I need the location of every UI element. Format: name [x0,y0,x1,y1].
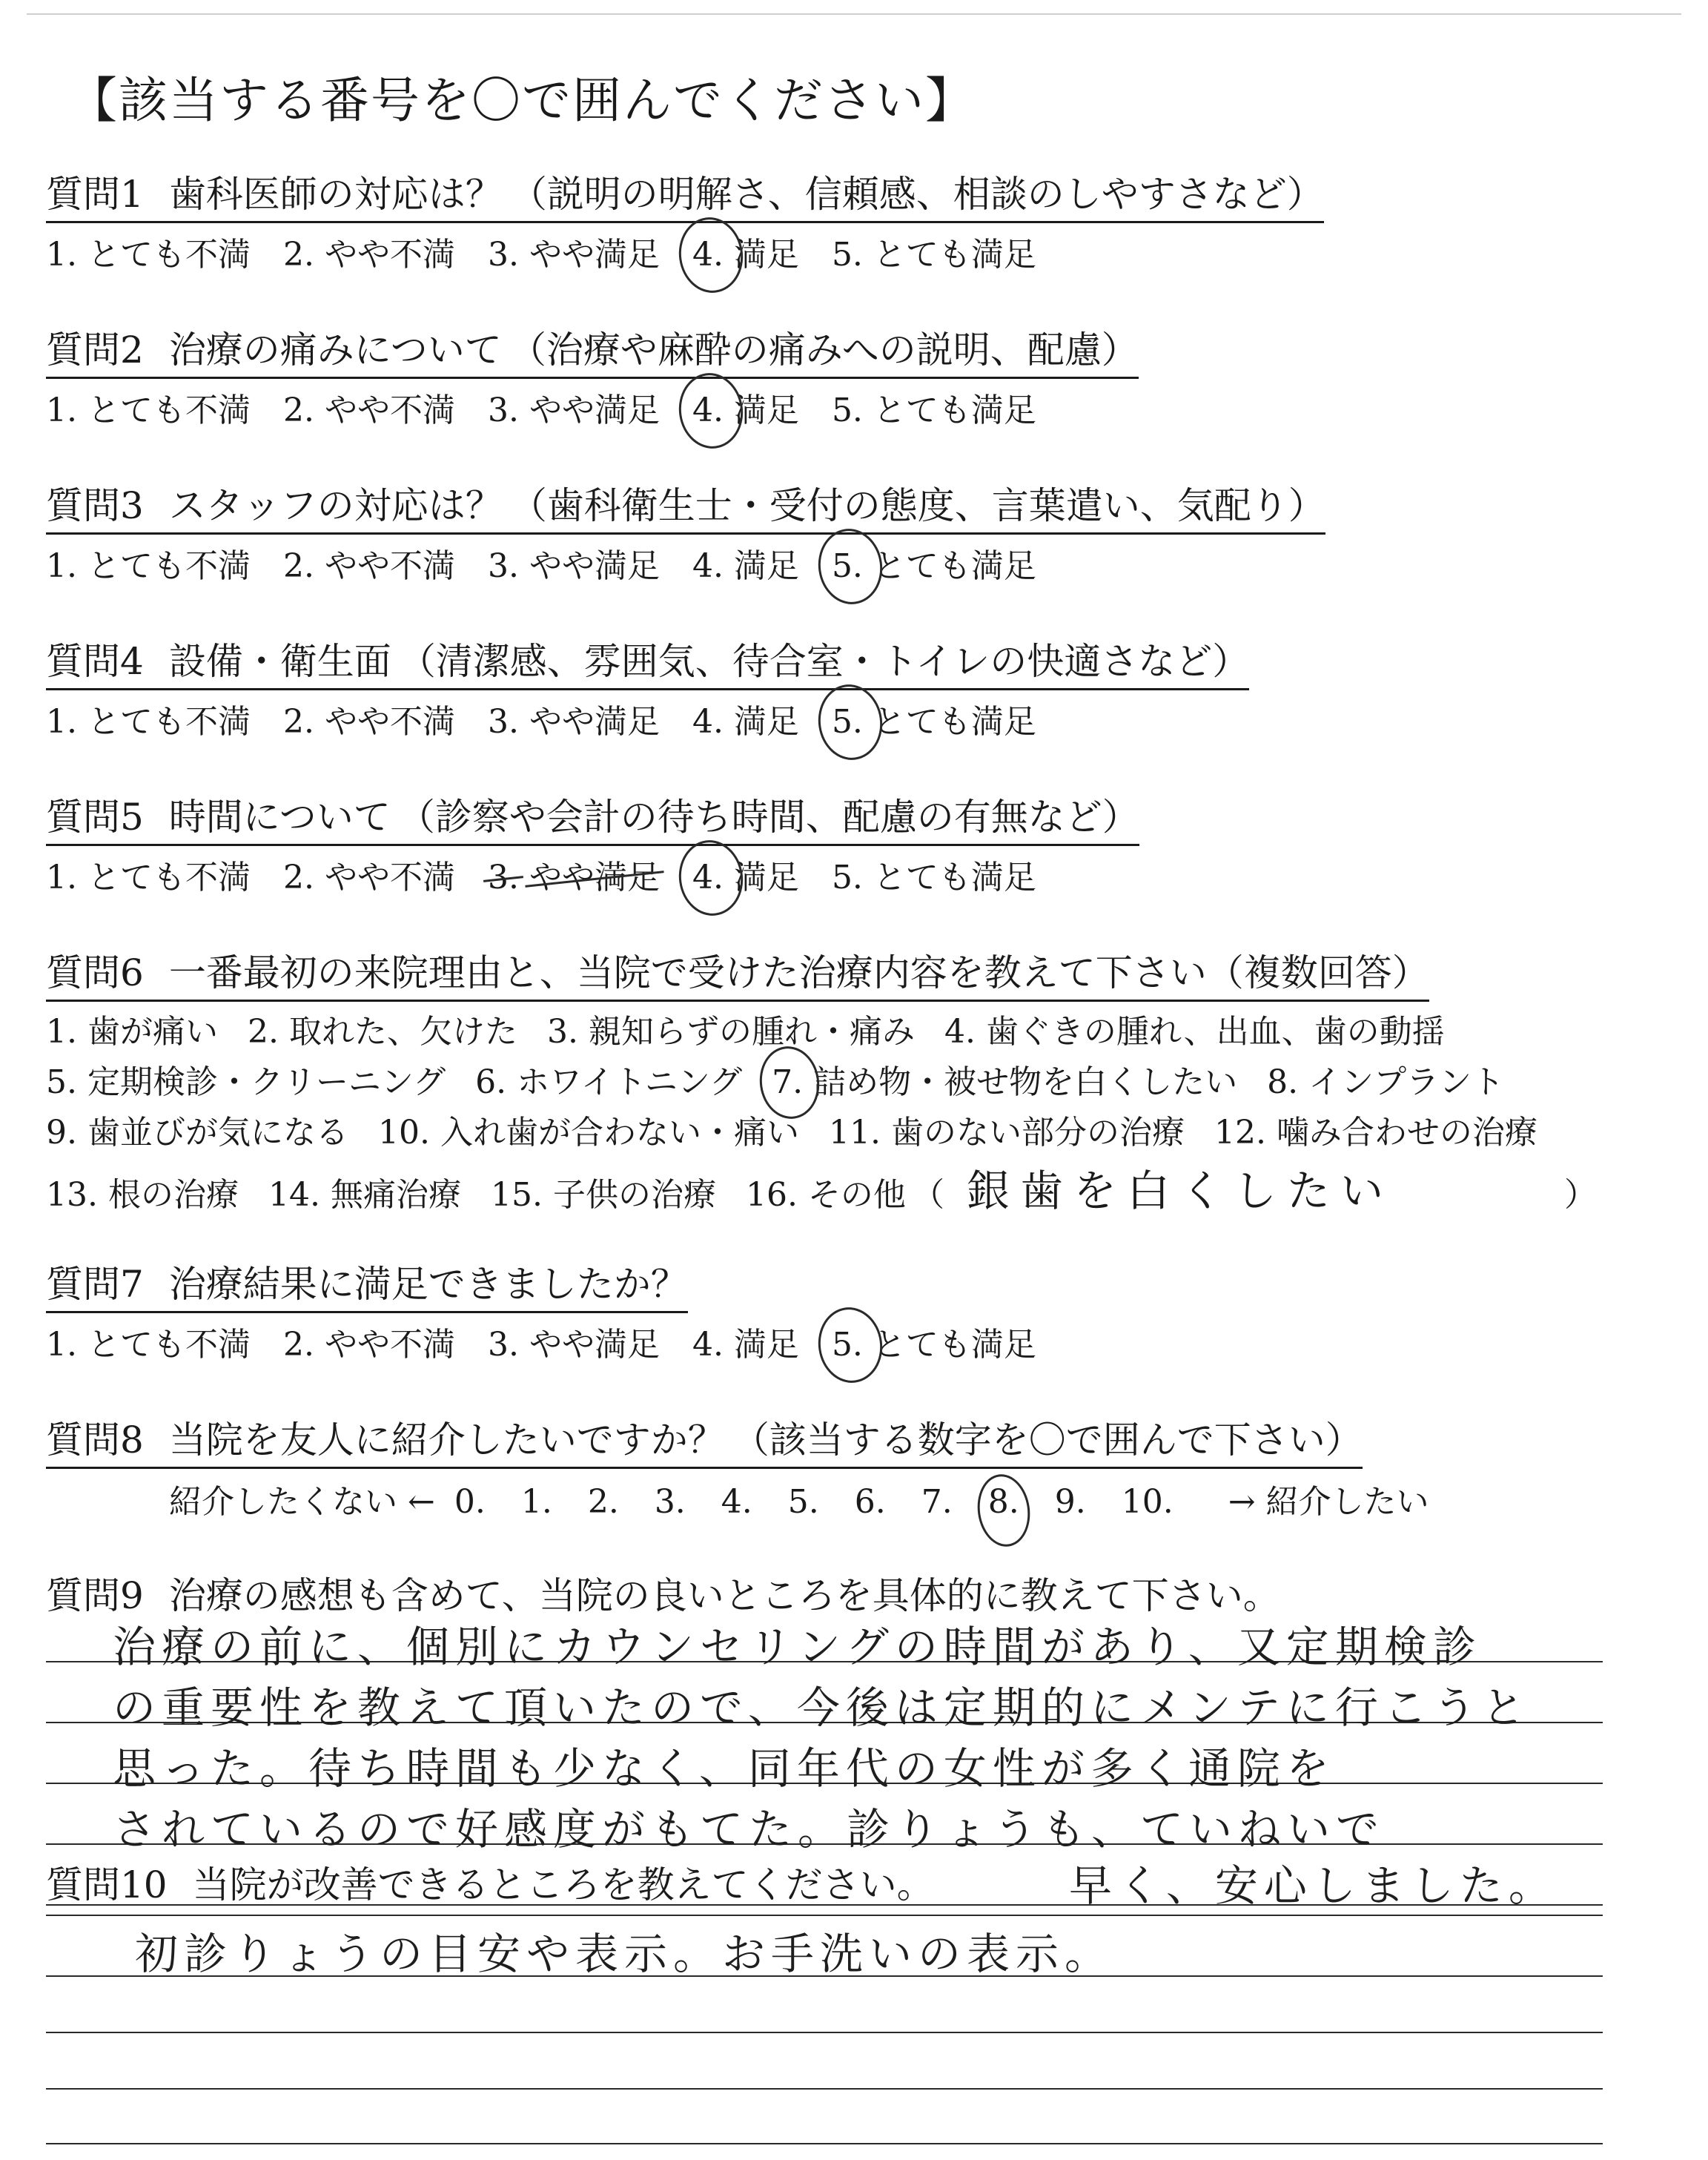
option-4[interactable] [692,1318,799,1365]
question-label: 質問4 [46,640,144,683]
option-5[interactable] [832,383,1036,431]
option-label: 噛み合わせの治療 [1276,1114,1537,1152]
page-title: 【該当する番号を〇で囲んでください】 [68,72,976,129]
option-number: 12. [1214,1114,1266,1152]
scale-value[interactable]: 8. [987,1483,1019,1521]
scale-value[interactable]: 6. [854,1483,886,1521]
option-label: 歯並びが気になる [87,1114,348,1152]
option-number: 3. [487,236,519,274]
question-text: 一番最初の来院理由と、当院で受けた治療内容を教えて下さい（複数回答） [168,951,1429,994]
question-1-heading [46,165,1324,223]
question-text: スタッフの対応は？ [168,484,503,527]
option-4[interactable] [692,383,799,431]
option-1[interactable] [46,695,251,742]
option-label: 無痛治療 [330,1176,461,1214]
handwritten-answer-line: 初診りょうの目安や表示。お手洗いの表示。 [135,1929,1114,1979]
option-2[interactable] [283,383,455,431]
scale-value[interactable]: 4. [721,1483,752,1521]
option-label: 満足 [733,703,799,741]
option-number: 2. [282,859,314,896]
option-number: 1. [46,1326,77,1364]
option-label: 歯ぐきの腫れ、出血、歯の動揺 [985,1013,1445,1051]
question-text: 治療の感想も含めて、当院の良いところを具体的に教えて下さい。 [168,1574,1280,1617]
option-number: 3. [487,859,519,896]
option-label: 詰め物・被せ物を白くしたい [813,1063,1238,1101]
ruled-line [46,1915,1603,1916]
option-number: 1. [46,236,77,274]
reason-option[interactable] [46,1168,239,1215]
option-2[interactable] [283,1318,455,1365]
ruled-line [46,2032,1603,2033]
option-3[interactable] [488,383,660,431]
question-10 [46,1855,1677,1909]
option-label: やや不満 [324,859,455,896]
reason-option[interactable] [46,1055,446,1103]
option-number: 2. [282,703,314,741]
scale-right-label: → 紹介したい [1228,1483,1429,1521]
option-label: 入れ歯が合わない・痛い [440,1114,799,1152]
option-label: とても不満 [87,236,251,274]
question-label: 質問1 [46,173,144,216]
scale-value[interactable]: 1. [520,1483,552,1521]
question-text: 歯科医師の対応は？ [168,173,503,216]
question-7 [46,1255,1677,1365]
option-number: 1. [46,392,77,429]
option-label: やや不満 [324,236,455,274]
option-row [46,1005,1677,1052]
question-10-heading [46,1855,1677,1909]
other-handwritten-text: 銀歯を白くしたい [966,1166,1394,1216]
reason-option[interactable] [829,1106,1185,1153]
option-label: 歯が痛い [87,1013,218,1051]
option-label: 満足 [733,1326,799,1364]
option-number: 16. [745,1176,798,1214]
option-number: 1. [46,1013,77,1051]
option-5[interactable] [832,695,1036,742]
option-number: 4. [944,1013,976,1051]
option-number: 5. [831,1326,863,1364]
option-label: とても満足 [873,1326,1036,1364]
question-label: 質問9 [46,1574,144,1617]
option-number: 5. [831,547,863,585]
option-number: 13. [46,1176,98,1214]
option-number: 4. [692,1326,724,1364]
option-number: 3. [487,703,519,741]
question-6 [46,943,1677,1218]
question-5 [46,787,1677,898]
other-open-paren: （ [911,1176,944,1214]
question-3 [46,476,1677,587]
option-number: 7. [772,1063,804,1101]
option-number: 14. [268,1176,320,1214]
question-7-heading [46,1255,688,1313]
reason-option[interactable] [772,1055,1237,1103]
scale-value[interactable]: 9. [1054,1483,1086,1521]
option-number: 5. [831,236,863,274]
handwritten-answer-line: 早く、安心しました。 [1069,1860,1558,1911]
answer-options [46,695,1677,742]
question-2-heading [46,320,1139,379]
question-label: 質問6 [46,951,144,994]
option-label: とても満足 [873,392,1036,429]
option-label: やや不満 [324,392,455,429]
reason-option[interactable] [1267,1055,1504,1103]
option-number: 10. [377,1114,430,1152]
option-label: とても不満 [87,547,251,585]
answer-options [46,383,1677,431]
option-label: その他 [807,1176,906,1214]
option-4[interactable] [692,851,799,898]
question-label: 質問5 [46,796,144,839]
question-4 [46,632,1677,742]
handwritten-answer-line: されているので好感度がもてた。診りょうも、ていねいで [113,1804,1386,1855]
option-label: 満足 [733,236,799,274]
option-number: 9. [46,1114,77,1152]
option-5[interactable] [832,228,1036,275]
option-label: やや満足 [529,236,660,274]
option-label: やや不満 [324,547,455,585]
option-label: やや不満 [324,1326,455,1364]
question-text: 治療の痛みについて [168,328,502,371]
question-6-options [46,1005,1677,1218]
question-1 [46,165,1677,275]
option-label: 満足 [733,547,799,585]
option-number: 4. [692,547,724,585]
handwritten-answer-line: 思った。待ち時間も少なく、同年代の女性が多く通院を [113,1743,1335,1794]
scale-value[interactable]: 2. [587,1483,619,1521]
option-label: とても不満 [87,392,251,429]
option-number: 4. [692,392,724,429]
reason-option[interactable] [46,1106,348,1153]
reason-option[interactable] [944,1005,1445,1052]
option-1[interactable] [46,539,251,587]
option-label: とても満足 [873,547,1036,585]
question-note: （清潔感、雰囲気、待合室・トイレの快適さなど） [398,640,1250,683]
option-label: やや満足 [529,392,660,429]
question-label: 質問2 [46,328,144,371]
option-2[interactable] [283,539,455,587]
option-number: 2. [282,547,314,585]
option-number: 4. [692,236,724,274]
option-row [46,1156,1677,1218]
option-label: やや満足 [529,1326,660,1364]
option-1[interactable] [46,228,251,275]
option-number: 2. [282,236,314,274]
recommend-scale [46,1475,1677,1522]
option-label: とても満足 [873,859,1036,896]
option-4[interactable] [692,228,799,275]
option-4[interactable] [692,539,799,587]
question-3-heading [46,476,1325,535]
reason-option[interactable] [746,1156,1597,1218]
scale-value[interactable]: 5. [787,1483,819,1521]
option-label: とても満足 [873,703,1036,741]
option-label: インプラント [1308,1063,1505,1101]
option-label: 定期検診・クリーニング [87,1063,446,1101]
option-5[interactable] [832,1318,1036,1365]
option-label: やや満足 [529,703,660,741]
option-2[interactable] [283,228,455,275]
ruled-line [46,2088,1603,2090]
answer-options [46,539,1677,587]
reason-option[interactable] [1214,1106,1537,1153]
reason-option[interactable] [491,1168,716,1215]
option-label: とても満足 [873,236,1036,274]
handwritten-answer-line: の重要性を教えて頂いたので、今後は定期的にメンテに行こうと [113,1682,1531,1733]
question-8 [46,1410,1677,1522]
option-number: 5. [831,859,863,896]
question-label: 質問3 [46,484,144,527]
scale-left-label: 紹介したくない ← [169,1483,435,1521]
reason-option[interactable] [268,1168,461,1215]
question-note: （説明の明解さ、信頼感、相談のしやすさなど） [509,173,1324,216]
option-3[interactable] [488,851,660,898]
scale-value[interactable]: 0. [454,1483,486,1521]
handwritten-answer-line: 治療の前に、個別にカウンセリングの時間があり、又定期検診 [113,1622,1482,1672]
option-3[interactable] [488,228,660,275]
question-text: 当院が改善できるところを教えてください。 [192,1863,934,1906]
option-number: 1. [46,859,77,896]
option-number: 11. [828,1114,881,1152]
option-4[interactable] [692,695,799,742]
option-number: 5. [46,1063,77,1101]
option-label: とても不満 [87,1326,251,1364]
question-note: （診察や会計の待ち時間、配慮の有無など） [397,796,1139,839]
question-text: 時間について [168,796,391,839]
reason-option[interactable] [46,1005,218,1052]
option-label: 満足 [733,859,799,896]
option-number: 3. [487,547,519,585]
option-number: 1. [46,547,77,585]
option-number: 2. [282,392,314,429]
scale-value[interactable]: 3. [654,1483,686,1521]
option-label: 親知らずの腫れ・痛み [588,1013,915,1051]
question-2 [46,320,1677,431]
option-label: 満足 [733,392,799,429]
option-label: とても不満 [87,859,251,896]
option-label: やや満足 [529,547,660,585]
question-label: 質問7 [46,1263,144,1306]
answer-options [46,1318,1677,1365]
option-2[interactable] [283,695,455,742]
question-6-heading [46,943,1429,1002]
answer-options [46,228,1677,275]
option-number: 4. [692,859,724,896]
option-number: 1. [46,703,77,741]
option-label: やや満足 [529,859,660,896]
answer-options [46,851,1677,898]
question-4-heading [46,632,1249,690]
option-label: やや不満 [324,703,455,741]
reason-option[interactable] [547,1005,915,1052]
option-label: とても不満 [87,703,251,741]
question-label: 質問10 [46,1863,168,1906]
question-text: 治療結果に満足できましたか？ [168,1263,688,1306]
option-number: 2. [247,1013,279,1051]
option-label: 取れた、欠けた [288,1013,517,1051]
option-1[interactable] [46,851,251,898]
question-note: （歯科衛生士・受付の態度、言葉遣い、気配り） [509,484,1325,527]
option-label: 歯のない部分の治療 [890,1114,1185,1152]
scale-value[interactable]: 10. [1121,1483,1174,1521]
option-row [46,1055,1677,1103]
option-2[interactable] [283,851,455,898]
top-rule [27,13,1681,15]
question-8-heading [46,1410,1363,1469]
reason-option[interactable] [248,1005,517,1052]
option-number: 3. [546,1013,578,1051]
option-number: 4. [692,703,724,741]
option-label: 根の治療 [107,1176,239,1214]
option-number: 5. [831,392,863,429]
other-close-paren: ） [1563,1176,1597,1214]
option-1[interactable] [46,383,251,431]
option-5[interactable] [832,539,1036,587]
option-number: 8. [1267,1063,1299,1101]
option-number: 5. [831,703,863,741]
option-3[interactable] [488,695,660,742]
question-label: 質問8 [46,1418,144,1462]
reason-option[interactable] [475,1055,742,1103]
option-5[interactable] [832,851,1036,898]
question-note: （該当する数字を〇で囲んで下さい） [732,1418,1363,1462]
question-text: 設備・衛生面 [168,640,391,683]
option-3[interactable] [488,1318,660,1365]
option-number: 2. [282,1326,314,1364]
question-text: 当院を友人に紹介したいですか？ [168,1418,725,1462]
option-label: ホワイトニング [517,1063,743,1101]
option-number: 3. [487,1326,519,1364]
ruled-line [46,2143,1603,2144]
option-number: 3. [487,392,519,429]
option-label: 子供の治療 [552,1176,716,1214]
scale-value[interactable]: 7. [921,1483,953,1521]
option-number: 6. [475,1063,507,1101]
option-1[interactable] [46,1318,251,1365]
question-5-heading [46,787,1139,846]
question-note: （治療や麻酔の痛みへの説明、配慮） [509,328,1139,371]
option-3[interactable] [488,539,660,587]
option-number: 15. [490,1176,543,1214]
scale-numbers [454,1483,1209,1521]
option-row [46,1106,1677,1153]
reason-option[interactable] [378,1106,799,1153]
